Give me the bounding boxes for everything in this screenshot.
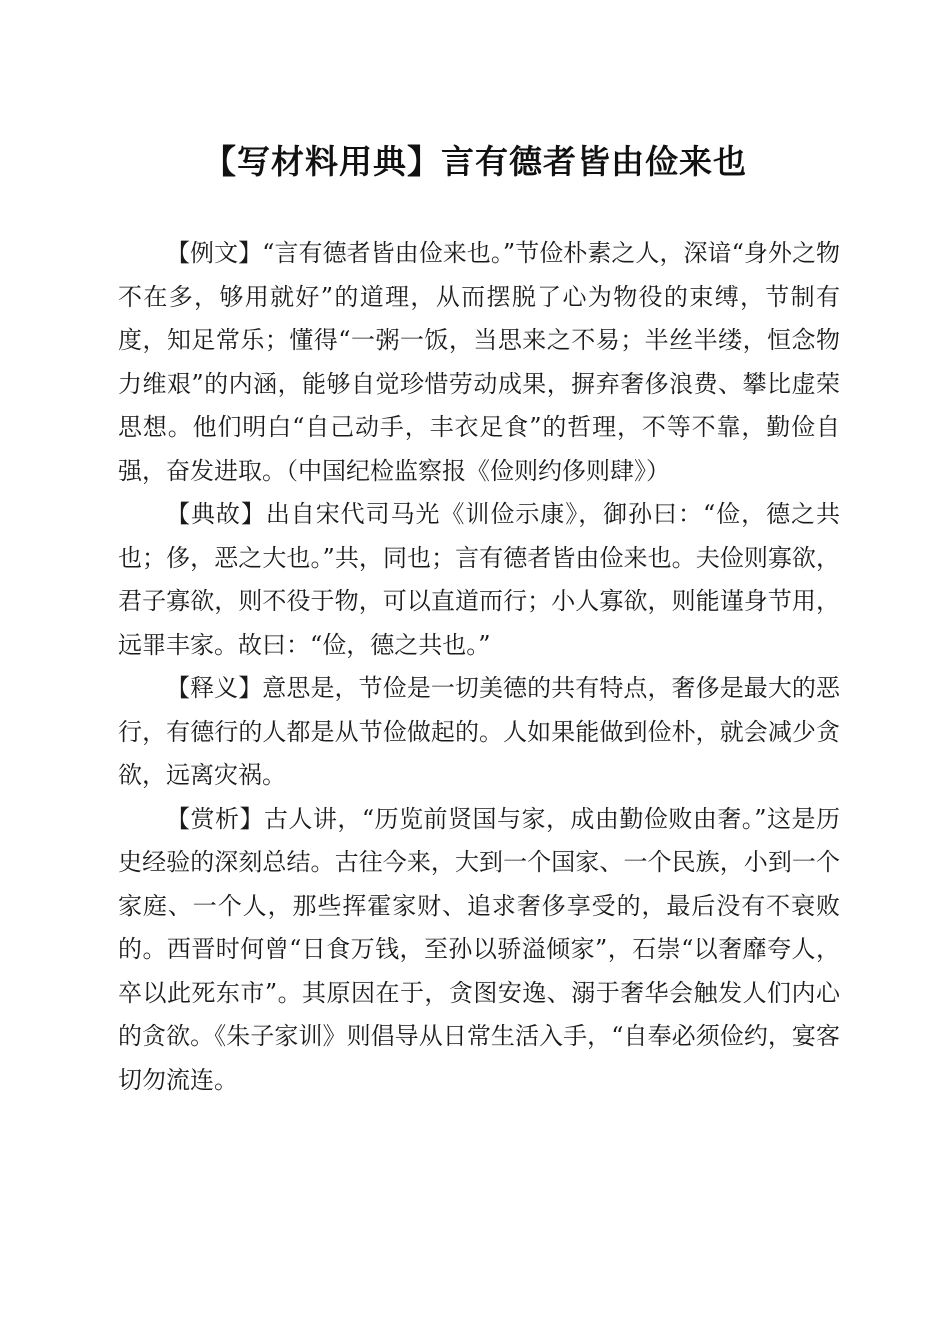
paragraph-text: “言有德者皆由俭来也。”节俭朴素之人，深谙“身外之物不在多，够用就好”的道理，从而摆脱了心为物役的束缚，节制有度，知足常乐；懂得“一粥一饭，当思来之不易；半丝半缕，恒念物力维艰”的内涵，能够自觉珍惜劳动成果，摒弃奢侈浪费、攀比虚荣思想。他们明白“自己动手，丰衣足食”的哲理，不等不靠，勤俭自强，奋发进取。（中国纪检监察报《俭则约侈则肆》） [118, 239, 841, 485]
paragraph-appreciation [118, 798, 840, 1103]
section-tag-allusion: 【典故】 [166, 500, 266, 528]
paragraph-text: 出自宋代司马光《训俭示康》，御孙曰：“俭，德之共也；侈，恶之大也。”共，同也；言有德者皆由俭来也。夫俭则寡欲，君子寡欲，则不役于物，可以直道而行；小人寡欲，则能谨身节用，远罪丰家。故曰：“俭，德之共也。” [118, 500, 840, 659]
document-body [118, 232, 840, 1102]
paragraph-example [118, 232, 840, 493]
page-title: 【写材料用典】言有德者皆由俭来也 [203, 142, 747, 181]
paragraph-allusion [118, 493, 840, 667]
section-tag-example: 【例文】 [166, 239, 263, 267]
section-tag-meaning: 【释义】 [166, 674, 263, 702]
paragraph-text: 古人讲，“历览前贤国与家，成由勤俭败由奢。”这是历史经验的深刻总结。古往今来，大到一个国家、一个民族，小到一个家庭、一个人，那些挥霍家财、追求奢侈享受的，最后没有不衰败的。西晋时何曾“日食万钱，至孙以骄溢倾家”，石崇“以奢靡夸人，卒以此死东市”。其原因在于，贪图安逸、溺于奢华会触发人们内心的贪欲。《朱子家训》则倡导从日常生活入手，“自奉必须俭约，宴客切勿流连。 [118, 804, 840, 1094]
paragraph-meaning [118, 667, 840, 798]
paragraph-text: 意思是，节俭是一切美德的共有特点，奢侈是最大的恶行，有德行的人都是从节俭做起的。人如果能做到俭朴，就会减少贪欲，远离灾祸。 [118, 674, 840, 789]
section-tag-appreciation: 【赏析】 [166, 804, 264, 833]
